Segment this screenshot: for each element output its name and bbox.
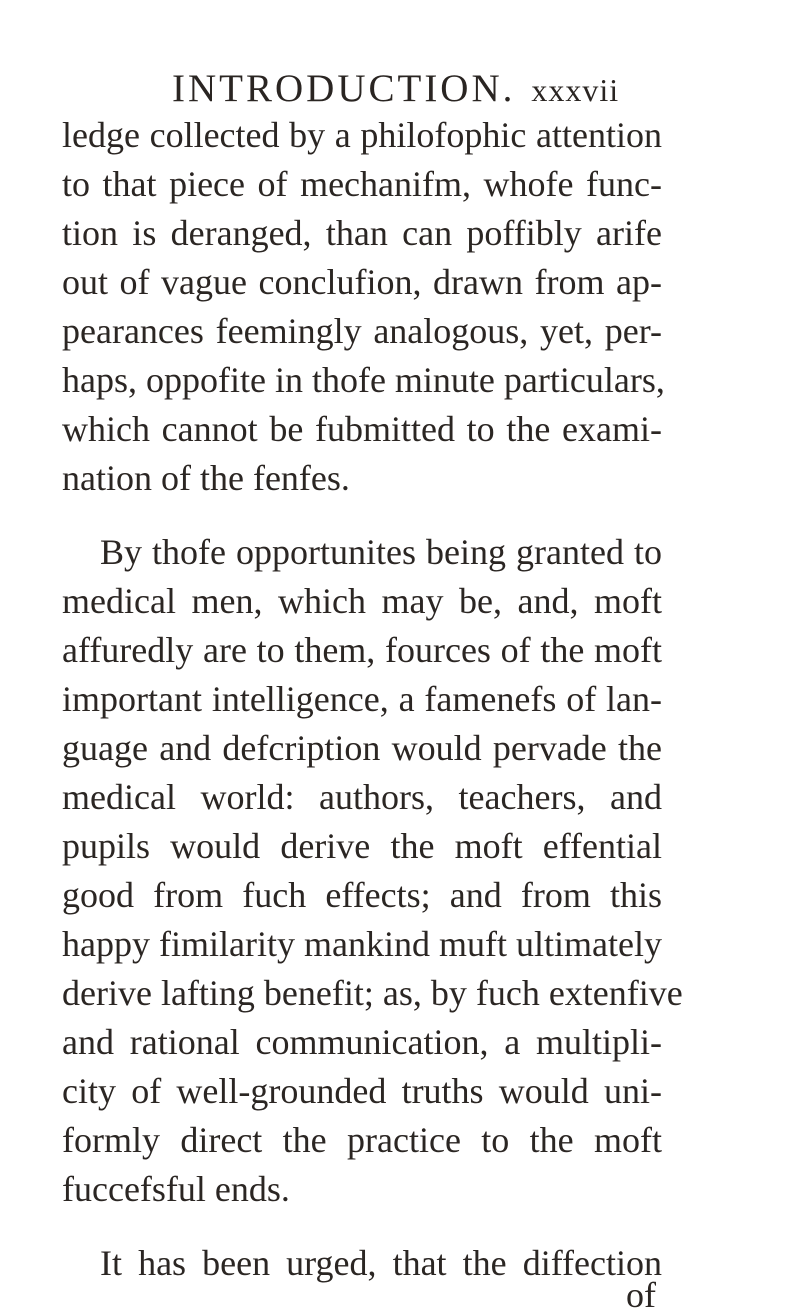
text-line: pearances feemingly analogous, yet, per- bbox=[62, 311, 662, 351]
text-line: medical world: authors, teachers, and bbox=[62, 777, 662, 817]
running-head bbox=[172, 66, 619, 111]
text-line: ledge collected by a philofophic attention bbox=[62, 115, 662, 155]
text-line: haps, oppofite in thofe minute particulars, bbox=[62, 360, 665, 400]
text-line: formly direct the practice to the moft bbox=[62, 1120, 662, 1160]
text-line: medical men, which may be, and, moft bbox=[62, 581, 662, 621]
text-line: pupils would derive the moft effential bbox=[62, 826, 662, 866]
text-line: to that piece of mechanifm, whofe func- bbox=[62, 164, 662, 204]
text-line: nation of the fenfes. bbox=[62, 458, 350, 498]
text-line: city of well-grounded truths would uni- bbox=[62, 1071, 662, 1111]
text-line: guage and defcription would pervade the bbox=[62, 728, 662, 768]
text-line: good from fuch effects; and from this bbox=[62, 875, 662, 915]
text-line: and rational communication, a multipli- bbox=[62, 1022, 662, 1062]
text-line: fuccefsful ends. bbox=[62, 1169, 290, 1209]
running-head-title: INTRODUCTION. bbox=[172, 67, 516, 110]
text-line: tion is deranged, than can poffibly arife bbox=[62, 213, 662, 253]
text-line: out of vague conclufion, drawn from ap- bbox=[62, 262, 662, 302]
text-line: important intelligence, a famenefs of lan- bbox=[62, 679, 662, 719]
text-line: affuredly are to them, fources of the moft bbox=[62, 630, 662, 670]
catchword: of bbox=[626, 1275, 656, 1315]
text-line: happy fimilarity mankind muft ultimately bbox=[62, 924, 662, 964]
text-line: which cannot be fubmitted to the exami- bbox=[62, 409, 662, 449]
text-line: It has been urged, that the diffection bbox=[100, 1243, 662, 1283]
page-number: xxxvii bbox=[531, 72, 620, 108]
text-line: By thofe opportunites being granted to bbox=[100, 532, 662, 572]
text-line: derive lafting benefit; as, by fuch extenfive bbox=[62, 973, 683, 1013]
